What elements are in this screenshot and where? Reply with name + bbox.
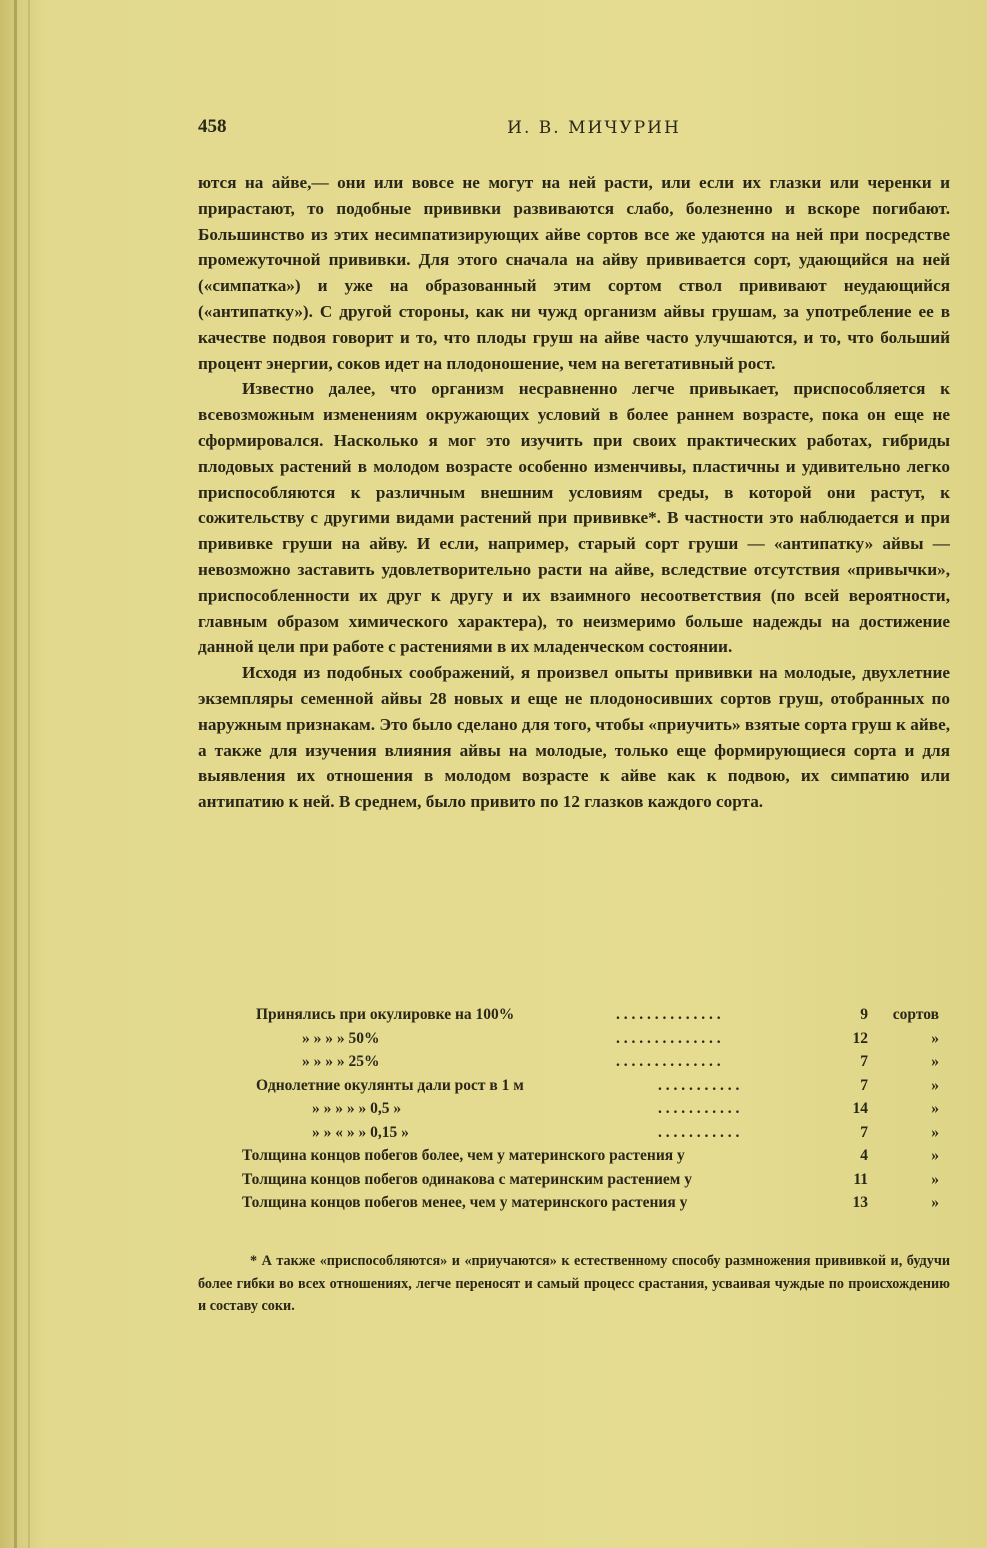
row-label: Толщина концов побегов менее, чем у материнского растения у xyxy=(242,1194,688,1211)
row-label: Принялись при окулировке на 100% xyxy=(256,1006,515,1023)
page-header xyxy=(198,116,950,146)
row-unit: » xyxy=(931,1170,939,1188)
row-count: 7 xyxy=(860,1076,868,1094)
row-leader-dots: . . . . . . . . . . . . . . xyxy=(616,1053,721,1070)
row-count: 13 xyxy=(852,1194,868,1211)
row-unit: » xyxy=(931,1147,939,1164)
row-count: 14 xyxy=(852,1100,868,1117)
row-count: 11 xyxy=(853,1170,868,1188)
row-count: 9 xyxy=(860,1006,868,1023)
table-row xyxy=(198,1171,943,1195)
row-count: 4 xyxy=(860,1147,868,1164)
row-unit: » xyxy=(931,1076,939,1094)
row-label: » » » » 25% xyxy=(302,1053,380,1070)
page-number: 458 xyxy=(198,116,227,137)
results-table xyxy=(198,1006,943,1218)
table-row xyxy=(198,1006,943,1030)
row-label: » » « » » 0,15 » xyxy=(312,1123,409,1141)
table-row xyxy=(198,1194,943,1218)
table-row xyxy=(198,1053,943,1077)
row-label: » » » » 50% xyxy=(302,1029,380,1047)
row-leader-dots: . . . . . . . . . . . . . . xyxy=(616,1006,721,1023)
row-unit: сортов xyxy=(892,1006,939,1023)
row-label: Однолетние окулянты дали рост в 1 м xyxy=(256,1076,524,1094)
row-unit: » xyxy=(931,1123,939,1141)
page-edge-shadow xyxy=(14,0,17,1548)
row-label: » » » » » 0,5 » xyxy=(312,1100,402,1117)
page-edge-line xyxy=(28,0,30,1548)
row-leader-dots: . . . . . . . . . . . xyxy=(658,1100,740,1117)
row-count: 7 xyxy=(860,1053,868,1070)
table-row xyxy=(198,1030,943,1054)
body-text xyxy=(198,170,950,815)
row-unit: » xyxy=(931,1029,939,1047)
row-unit: » xyxy=(931,1100,939,1117)
table-row xyxy=(198,1147,943,1171)
row-unit: » xyxy=(931,1194,939,1211)
row-label: Толщина концов побегов одинакова с материнским растением у xyxy=(242,1170,692,1188)
row-label: Толщина концов побегов более, чем у материнского растения у xyxy=(242,1147,685,1164)
table-row xyxy=(198,1124,943,1148)
paragraph-3: Исходя из подобных соображений, я произвел опыты прививки на молодые, двухлетние экземпляры семенной айвы 28 новых и еще не плодоносивших сортов груш, отобранных по наружным признакам. Это было сделано для того, чтобы «приучить» взятые сорта груш к айве, а также для изучения влияния айвы на молодые, только еще формирующиеся сорта и для выявления их отношения в молодом возрасте к айве как к подвою, их симпатию или антипатию к ней. В среднем, было привито по 12 глазков каждого сорта. xyxy=(198,663,950,812)
footnote-text: * А также «приспособляются» и «приучаются» к естественному способу размножения прививкой и, будучи более гибки во всех отношениях, легче переносят и самый процесс срастания, усваивая чуждые по происхождению и составу соки. xyxy=(198,1253,950,1314)
row-count: 12 xyxy=(852,1029,868,1047)
row-count: 7 xyxy=(860,1123,868,1141)
row-leader-dots: . . . . . . . . . . . xyxy=(658,1123,740,1141)
row-leader-dots: . . . . . . . . . . . xyxy=(658,1076,740,1094)
paragraph-1: ются на айве,— они или вовсе не могут на ней расти, или если их глазки или черенки и прирастают, то подобные прививки развиваются слабо, болезненно и вскоре погибают. Большинство из этих несимпатизирующих айве сортов все же удаются на ней при посредстве промежуточной прививки. Для этого сначала на айву прививается сорт, удающийся на ней («симпатка») и уже на образованный этим сортом ствол прививают неудающийся («антипатку»). С другой стороны, как ни чужд организм айвы грушам, за употребление ее в качестве подвоя говорит и то, что плоды груш на айве часто улучшаются, и то, что больший процент энергии, соков идет на плодоношение, чем на вегетативный рост. xyxy=(198,173,950,373)
running-head: И. В. МИЧУРИН xyxy=(507,118,681,138)
footnote xyxy=(198,1250,950,1318)
table-row xyxy=(198,1100,943,1124)
row-unit: » xyxy=(931,1053,939,1070)
paragraph-2: Известно далее, что организм несравненно легче привыкает, приспособляется к всевозможным изменениям окружающих условий в более раннем возрасте, пока он еще не сформировался. Насколько я мог это изучить при своих практических работах, гибриды плодовых растений в молодом возрасте особенно изменчивы, пластичны и удивительно легко приспособляются к различным внешним условиям среды, в которой они растут, к сожительству с другими видами растений при прививке*. В частности это наблюдается и при прививке груши на айву. И если, например, старый сорт груши — «антипатку» айвы — невозможно заставить удовлетворительно расти на айве, вследствие отсутствия «привычки», приспособленности их друг к другу и их взаимного несоответствия (по всей вероятности, главным образом химического характера), то неизмеримо больше надежды на достижение данной цели при работе с растениями в их младенческом состоянии. xyxy=(198,379,950,657)
row-leader-dots: . . . . . . . . . . . . . . xyxy=(616,1029,721,1047)
table-row xyxy=(198,1077,943,1101)
